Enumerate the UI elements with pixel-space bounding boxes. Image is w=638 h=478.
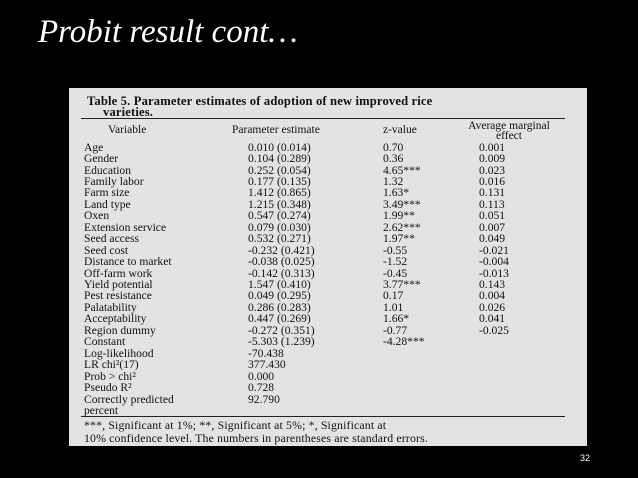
cell-estimate: 1.412 (0.865)	[248, 186, 311, 200]
cell-estimate: 0.286 (0.283)	[248, 300, 311, 314]
cell-variable: Region dummy	[84, 323, 156, 337]
cell-z	[377, 405, 445, 416]
header-estimate: Parameter estimate	[232, 124, 320, 136]
header-marginal-effect	[445, 119, 573, 142]
cell-variable: Gender	[84, 152, 119, 166]
cell-variable: Farm size	[84, 186, 130, 200]
cell-variable: Education	[84, 163, 132, 177]
cell-effect	[445, 348, 573, 359]
cell-variable: Palatability	[84, 300, 137, 314]
cell-estimate: 1.547 (0.410)	[248, 278, 311, 292]
cell-z: 1.63*	[383, 186, 410, 200]
cell-effect	[445, 359, 573, 370]
cell-effect	[445, 382, 573, 393]
cell-effect	[445, 336, 573, 347]
cell-z: -0.45	[383, 266, 408, 280]
cell-z	[377, 371, 445, 382]
caption-line-1: Table 5. Parameter estimates of adoption of new improved rice	[87, 94, 433, 108]
cell-effect: -0.004	[479, 255, 509, 269]
cell-estimate: 0.104 (0.289)	[248, 152, 311, 166]
cell-variable: Prob > chi²	[84, 369, 136, 383]
cell-variable: Land type	[84, 197, 131, 211]
cell-estimate: 0.010 (0.014)	[248, 140, 311, 154]
caption-line-2: varieties.	[103, 105, 154, 119]
cell-estimate: 0.447 (0.269)	[248, 312, 311, 326]
cell-z	[377, 394, 445, 405]
cell-effect: 0.113	[479, 197, 505, 211]
cell-estimate: -0.232 (0.421)	[248, 243, 315, 257]
cell-variable: Correctly predicted	[84, 392, 174, 406]
cell-variable: percent	[84, 404, 119, 418]
cell-estimate: -5.303 (1.239)	[248, 335, 315, 349]
cell-variable: Age	[84, 140, 104, 154]
cell-effect: 0.004	[479, 289, 506, 303]
cell-estimate: 0.079 (0.030)	[248, 220, 311, 234]
cell-estimate: 0.000	[248, 369, 275, 383]
cell-effect: 0.007	[479, 220, 506, 234]
page-number: 32	[579, 453, 590, 463]
cell-z: 0.17	[383, 289, 404, 303]
cell-variable: Family labor	[84, 174, 144, 188]
cell-effect: 0.049	[479, 232, 506, 246]
bottom-rule	[81, 416, 565, 417]
table-row	[84, 325, 573, 336]
footnote-line-2: 10% confidence level. The numbers in parentheses are standard errors.	[84, 431, 428, 446]
cell-estimate: -0.038 (0.025)	[248, 255, 315, 269]
cell-z: 4.65***	[383, 163, 421, 177]
cell-z: 0.36	[383, 152, 404, 166]
cell-z: 2.62***	[383, 220, 421, 234]
cell-z: 1.01	[383, 300, 404, 314]
cell-z: -1.52	[383, 255, 408, 269]
table-row	[84, 371, 573, 382]
cell-variable: Seed cost	[84, 243, 129, 257]
cell-effect: 0.026	[479, 300, 506, 314]
cell-estimate	[232, 405, 377, 416]
table-row	[84, 336, 573, 347]
table-row	[84, 382, 573, 393]
table-footnote	[84, 419, 577, 445]
cell-estimate: 0.532 (0.271)	[248, 232, 311, 246]
cell-effect: 0.009	[479, 152, 506, 166]
cell-estimate: 92.790	[248, 392, 280, 406]
table-row	[84, 153, 573, 164]
cell-z: -4.28***	[383, 335, 425, 349]
parameter-table	[84, 119, 573, 416]
cell-estimate: -0.142 (0.313)	[248, 266, 315, 280]
cell-z: -0.77	[383, 323, 408, 337]
cell-z: 3.49***	[383, 197, 421, 211]
cell-effect: 0.023	[479, 163, 506, 177]
cell-variable: Off-farm work	[84, 266, 153, 280]
cell-effect	[445, 371, 573, 382]
cell-effect: 0.143	[479, 278, 506, 292]
table-row	[84, 394, 573, 405]
cell-effect: -0.025	[479, 323, 509, 337]
cell-estimate: 0.547 (0.274)	[248, 209, 311, 223]
cell-effect: 0.051	[479, 209, 506, 223]
cell-variable: Yield potential	[84, 278, 153, 292]
cell-estimate: 0.049 (0.295)	[248, 289, 311, 303]
cell-z: 1.97**	[383, 232, 415, 246]
cell-estimate: -0.272 (0.351)	[248, 323, 315, 337]
header-effect-line-1: Average marginal	[468, 120, 550, 132]
table-row	[84, 233, 573, 244]
cell-estimate: 0.252 (0.054)	[248, 163, 311, 177]
header-variable: Variable	[108, 124, 147, 136]
cell-estimate: 0.728	[248, 381, 275, 395]
cell-variable: Seed access	[84, 232, 140, 246]
cell-z	[377, 359, 445, 370]
cell-z	[377, 348, 445, 359]
cell-variable: Pseudo R²	[84, 381, 132, 395]
cell-z: 1.32	[383, 174, 404, 188]
cell-effect: 0.016	[479, 174, 506, 188]
cell-variable: Constant	[84, 335, 126, 349]
table-caption	[87, 96, 577, 118]
cell-estimate: 377.430	[248, 358, 286, 372]
cell-effect: -0.021	[479, 243, 509, 257]
cell-effect: 0.041	[479, 312, 506, 326]
slide-title: Probit result cont…	[38, 14, 298, 50]
header-zvalue: z-value	[383, 124, 417, 136]
cell-effect: 0.131	[479, 186, 506, 200]
cell-effect	[445, 394, 573, 405]
cell-effect: 0.001	[479, 140, 506, 154]
cell-variable: Oxen	[84, 209, 110, 223]
cell-variable: Extension service	[84, 220, 167, 234]
table-row	[84, 359, 573, 370]
cell-z: -0.55	[383, 243, 408, 257]
cell-estimate: 1.215 (0.348)	[248, 197, 311, 211]
table-row	[84, 256, 573, 267]
cell-z: 0.70	[383, 140, 404, 154]
cell-z: 3.77***	[383, 278, 421, 292]
cell-effect	[445, 405, 573, 416]
header-row	[84, 119, 573, 142]
cell-variable: Pest resistance	[84, 289, 152, 303]
table-row	[84, 405, 573, 416]
cell-effect: -0.013	[479, 266, 509, 280]
footnote-line-1: ***, Significant at 1%; **, Significant at 5%; *, Significant at	[84, 418, 387, 433]
table-row	[84, 348, 573, 359]
cell-variable: Distance to market	[84, 255, 172, 269]
cell-z: 1.99**	[383, 209, 415, 223]
cell-variable: LR chi²(17)	[84, 358, 139, 372]
cell-variable: Log-likelihood	[84, 346, 154, 360]
cell-estimate: -70.438	[248, 346, 284, 360]
results-table-image	[69, 88, 587, 446]
header-effect-line-2: effect	[496, 130, 522, 143]
cell-z: 1.66*	[383, 312, 410, 326]
cell-variable: Acceptability	[84, 312, 147, 326]
cell-z	[377, 382, 445, 393]
cell-estimate: 0.177 (0.135)	[248, 174, 311, 188]
